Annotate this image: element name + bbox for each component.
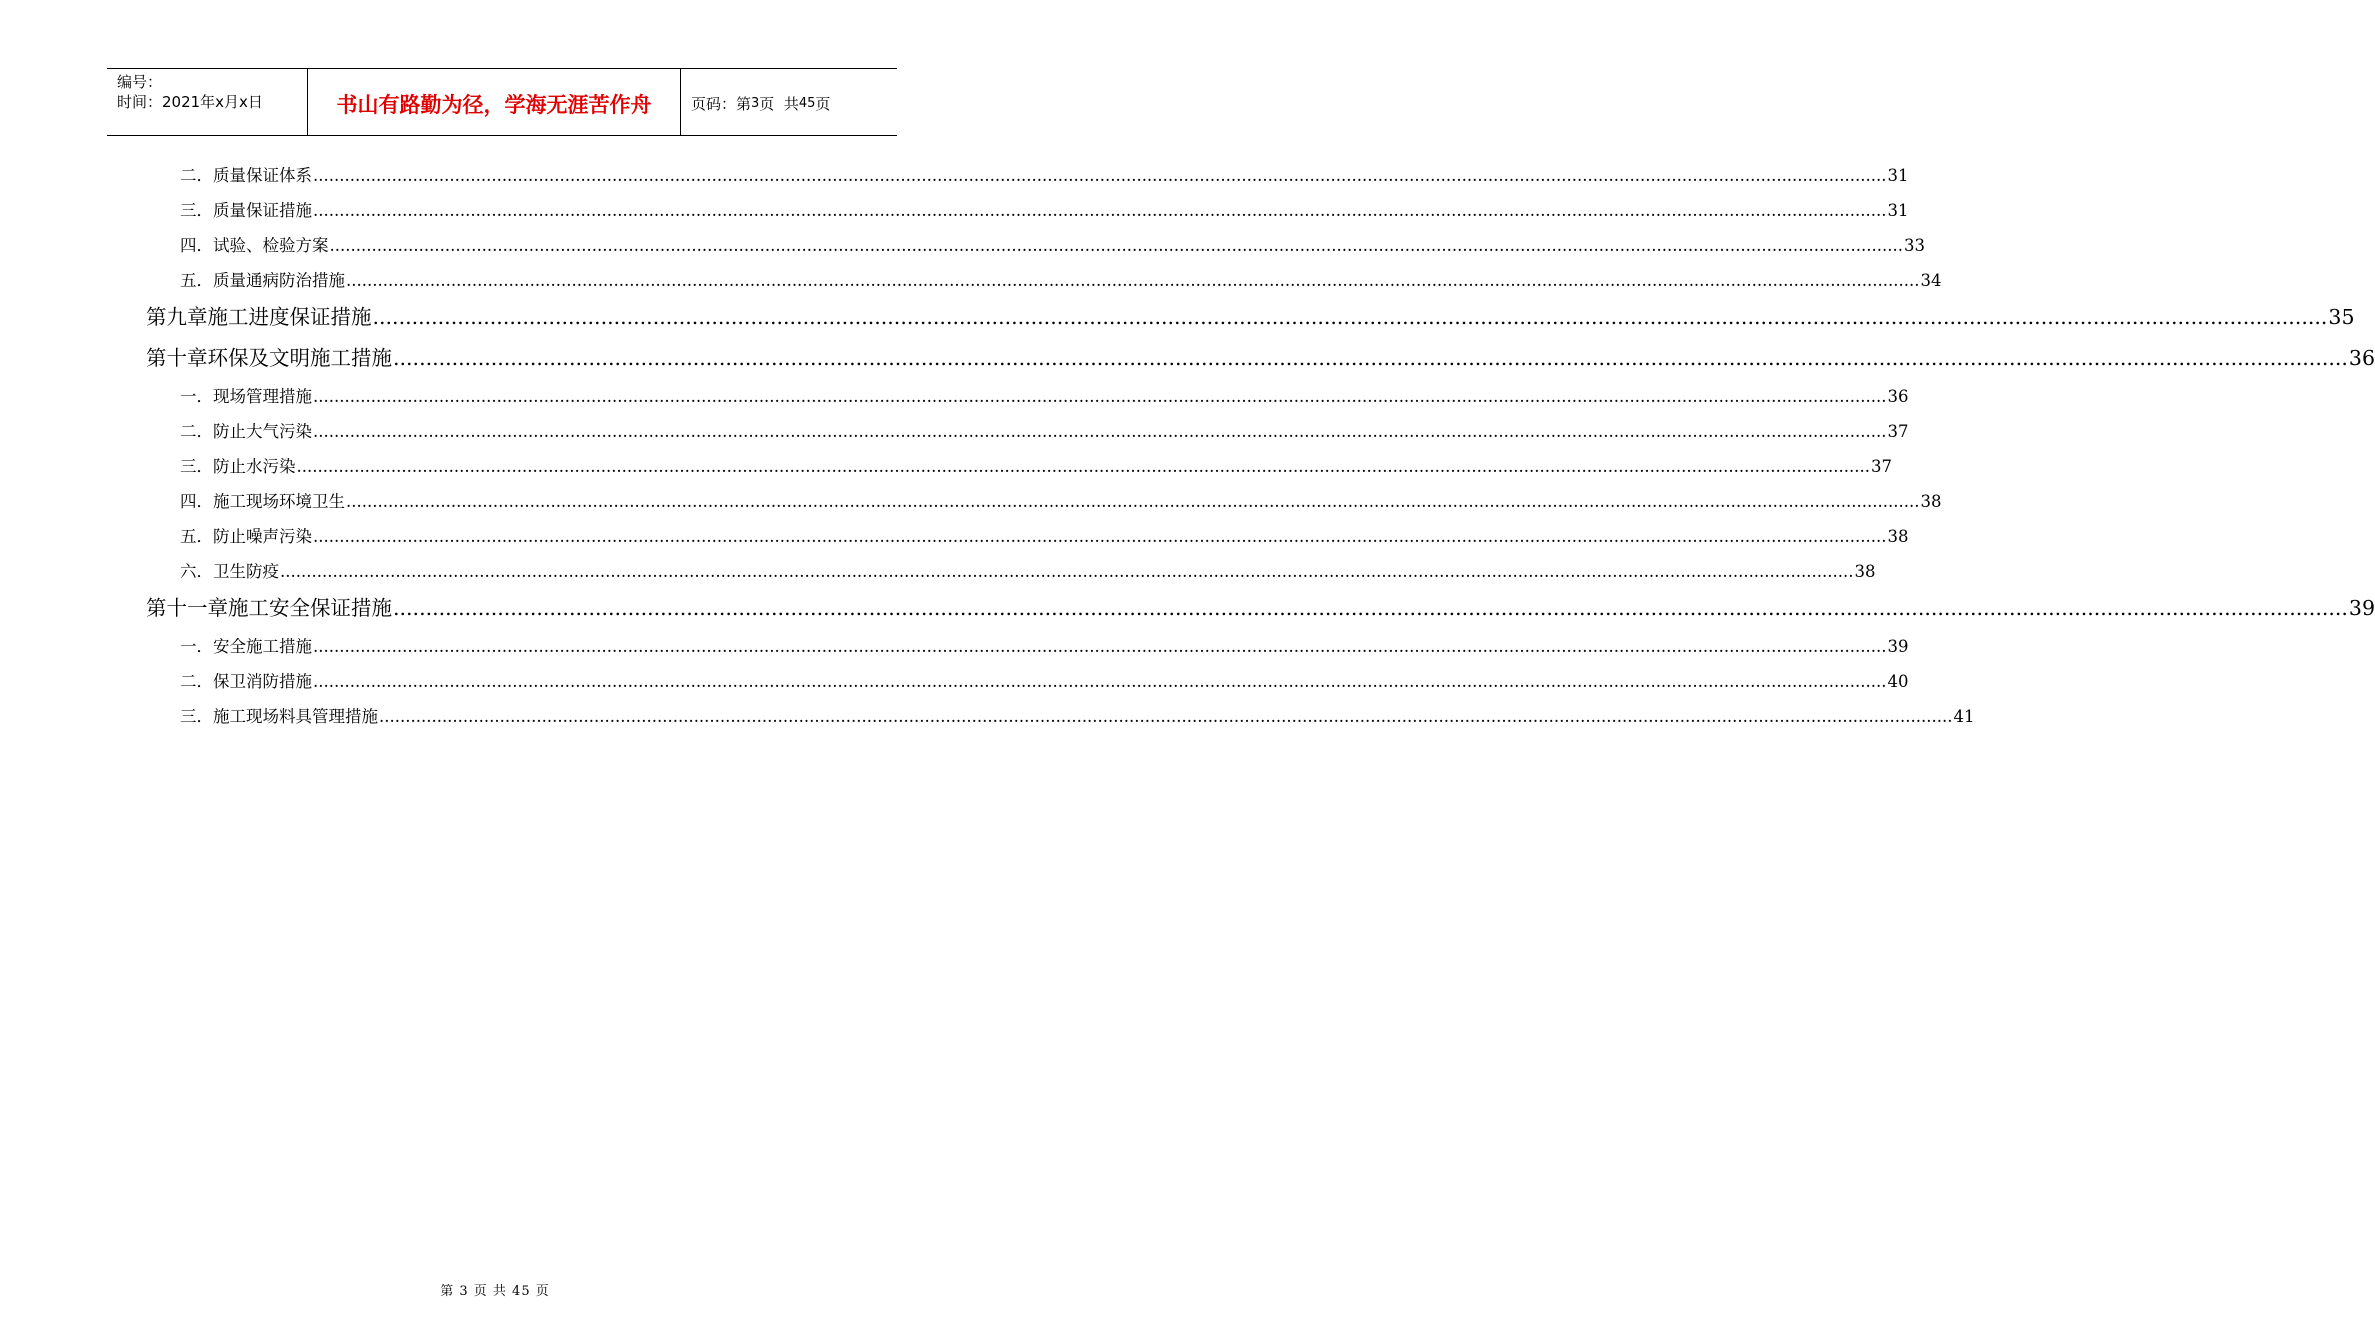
toc-entry-title: 安全施工措施 [213, 637, 312, 656]
toc-entry-page: 33 [1903, 236, 1925, 255]
toc-entry-title: 施工现场料具管理措施 [213, 707, 378, 726]
toc-dot-leader: ............................................................................................................................................................................................................................................................................................................ [296, 457, 1870, 476]
toc-dot-leader: ............................................................................................................................................................................................................................................................................................................ [346, 271, 1920, 290]
toc-entry-number: 三． [180, 707, 213, 726]
toc-entry-number: 第十一章 [146, 596, 228, 620]
toc-entry-number: 一． [180, 637, 213, 656]
page-suffix: 页 [815, 94, 831, 113]
toc-entry-page: 39 [2348, 596, 2375, 620]
toc-entry-page: 38 [1920, 492, 1942, 511]
toc-dot-leader: ............................................................................................................................................................................................................................................................................................................ [280, 562, 1854, 581]
toc-entry-number: 三． [180, 201, 213, 220]
toc-entry-number: 四． [180, 236, 213, 255]
toc-entry-title: 施工安全保证措施 [228, 596, 392, 620]
toc-dot-leader: ............................................................................................................................................................................................................................................................................................................ [379, 707, 1953, 726]
toc-chapter-entry[interactable] [146, 591, 2375, 621]
toc-section-entry[interactable] [180, 162, 1909, 186]
toc-section-entry[interactable] [180, 488, 1942, 512]
page-footer: 第 3 页 共 45 页 [440, 1284, 550, 1299]
toc-section-entry[interactable] [180, 197, 1909, 221]
toc-entry-title: 质量保证体系 [213, 166, 312, 185]
toc-entry-title: 卫生防疫 [213, 562, 279, 581]
toc-entry-title: 试验、检验方案 [213, 236, 329, 255]
toc-dot-leader: ............................................................................................................................................................................................................................................................................................................ [393, 346, 2348, 370]
toc-section-entry[interactable] [180, 453, 1892, 477]
page-prefix: 页码：第 [691, 94, 752, 113]
toc-entry-page: 37 [1887, 422, 1909, 441]
toc-entry-title: 环保及文明施工措施 [207, 346, 392, 370]
toc-entry-number: 六． [180, 562, 213, 581]
toc-section-entry[interactable] [180, 633, 1909, 657]
page-mid: 页 共 [759, 94, 799, 113]
toc-entry-number: 第十章 [146, 346, 208, 370]
toc-entry-title: 防止水污染 [213, 457, 296, 476]
toc-section-entry[interactable] [180, 418, 1909, 442]
toc-entry-title: 防止大气污染 [213, 422, 312, 441]
toc-dot-leader: ............................................................................................................................................................................................................................................................................................................ [393, 596, 2348, 620]
toc-section-entry[interactable] [180, 232, 1925, 256]
toc-entry-page: 38 [1854, 562, 1876, 581]
toc-entry-number: 四． [180, 492, 213, 511]
toc-dot-leader: ............................................................................................................................................................................................................................................................................................................ [313, 166, 1887, 185]
toc-entry-number: 二． [180, 166, 213, 185]
toc-entry-number: 一． [180, 387, 213, 406]
toc-entry-page: 36 [1887, 387, 1909, 406]
header-motto: 书山有路勤为径，学海无涯苦作舟 [308, 69, 681, 135]
toc-entry-title: 保卫消防措施 [213, 672, 312, 691]
toc-entry-page: 40 [1887, 672, 1909, 691]
toc-entry-page: 35 [2328, 305, 2355, 329]
toc-entry-page: 36 [2348, 346, 2375, 370]
page-header [107, 68, 897, 136]
toc-section-entry[interactable] [180, 668, 1909, 692]
page-current: 3 [751, 95, 760, 111]
header-meta [107, 69, 308, 135]
toc-dot-leader: ............................................................................................................................................................................................................................................................................................................ [313, 387, 1887, 406]
toc-dot-leader: ............................................................................................................................................................................................................................................................................................................ [313, 422, 1887, 441]
toc-entry-title: 施工进度保证措施 [207, 305, 372, 329]
toc-section-entry[interactable] [180, 383, 1909, 407]
toc-entry-title: 质量保证措施 [213, 201, 312, 220]
time-label: 时间：2021年x月x日 [117, 93, 263, 111]
page-total: 45 [798, 95, 816, 111]
toc-entry-title: 施工现场环境卫生 [213, 492, 345, 511]
toc-dot-leader: ............................................................................................................................................................................................................................................................................................................ [313, 637, 1887, 656]
toc-dot-leader: ............................................................................................................................................................................................................................................................................................................ [313, 201, 1887, 220]
toc-entry-page: 31 [1887, 201, 1909, 220]
toc-section-entry[interactable] [180, 703, 1975, 727]
toc-entry-title: 防止噪声污染 [213, 527, 312, 546]
toc-dot-leader: ............................................................................................................................................................................................................................................................................................................ [372, 305, 2328, 329]
toc-entry-title: 质量通病防治措施 [213, 271, 345, 290]
toc-entry-page: 34 [1920, 271, 1942, 290]
serial-label: 编号： [117, 73, 163, 91]
toc-entry-number: 三． [180, 457, 213, 476]
toc-entry-page: 39 [1887, 637, 1909, 656]
toc-entry-number: 二． [180, 422, 213, 441]
toc-entry-number: 五． [180, 271, 213, 290]
toc-entry-title: 现场管理措施 [213, 387, 312, 406]
toc-entry-number: 二． [180, 672, 213, 691]
toc-chapter-entry[interactable] [146, 341, 2375, 371]
toc-dot-leader: ............................................................................................................................................................................................................................................................................................................ [313, 527, 1887, 546]
toc-entry-page: 38 [1887, 527, 1909, 546]
toc-entry-number: 第九章 [146, 305, 208, 329]
toc-section-entry[interactable] [180, 267, 1942, 291]
header-page-info [681, 69, 897, 135]
toc-entry-page: 31 [1887, 166, 1909, 185]
toc-chapter-entry[interactable] [146, 300, 2355, 330]
toc-section-entry[interactable] [180, 558, 1876, 582]
toc-entry-number: 五． [180, 527, 213, 546]
toc-entry-page: 41 [1953, 707, 1975, 726]
toc-entry-page: 37 [1870, 457, 1892, 476]
toc-dot-leader: ............................................................................................................................................................................................................................................................................................................ [329, 236, 1903, 255]
toc-dot-leader: ............................................................................................................................................................................................................................................................................................................ [346, 492, 1920, 511]
toc-dot-leader: ............................................................................................................................................................................................................................................................................................................ [313, 672, 1887, 691]
toc-section-entry[interactable] [180, 523, 1909, 547]
